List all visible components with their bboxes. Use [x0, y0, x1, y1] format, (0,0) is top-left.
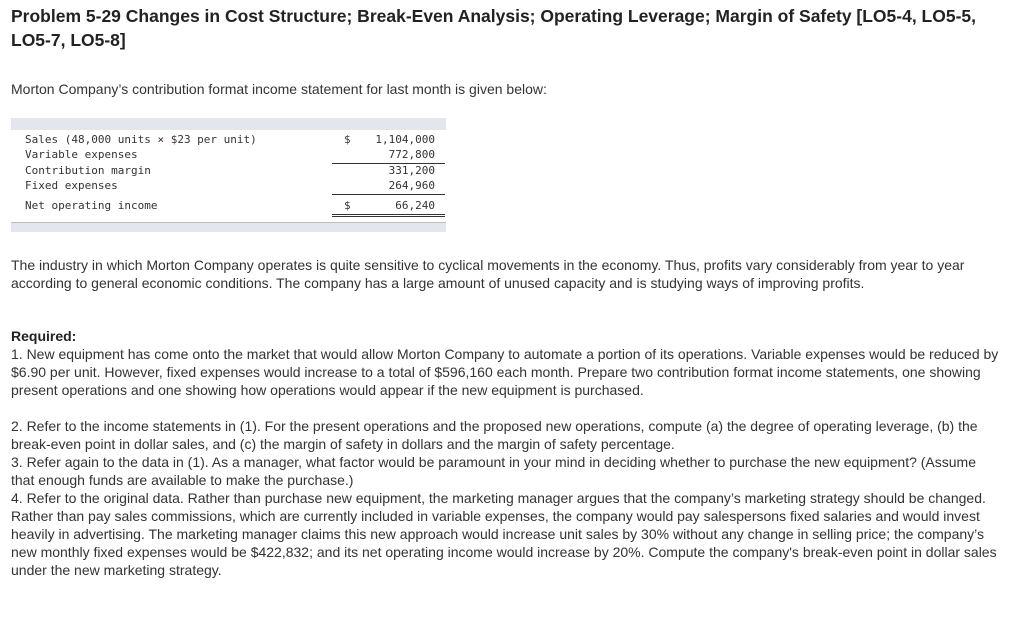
- row-label: Variable expenses: [25, 148, 138, 161]
- table-footer-bar: [11, 222, 446, 232]
- required-item-1: 1. New equipment has come onto the market that would allow Morton Company to automate a portion of its operations. Variable expenses would be reduced by $6.90 per unit. However, fixed expenses would increase to a total of $596,160 each month. Prepare two contribution format income statements, one showing present operations and one showing how operations would appear if the new equipment is purchased.: [11, 346, 999, 398]
- row-label: Net operating income: [25, 199, 158, 212]
- required-item-4: 4. Refer to the original data. Rather than purchase new equipment, the marketing manager argues that the company’s marketing strategy should be changed. Rather than pay sales commissions, which are currently included in variable expenses, the company would pay salespersons fixed salaries and would invest heavily in advertising. The marketing manager claims this new approach would increase unit sales by 30% without any change in selling price; the company’s new monthly fixed expenses would be $422,832; and its net operating income would increase by 20%. Compute the company's break-even point in dollar sales under the new marketing strategy.: [11, 490, 997, 578]
- statement-row-net-operating-income: [11, 198, 446, 213]
- row-amount: 331,200: [388, 164, 435, 177]
- row-label: Contribution margin: [25, 164, 151, 177]
- required-heading: Required:: [11, 328, 77, 344]
- table-header-bar: [11, 118, 446, 130]
- row-amount: 264,960: [388, 179, 435, 192]
- row-dollar-sign: $: [344, 133, 351, 146]
- statement-row-variable-expenses: [11, 147, 446, 162]
- statement-row-contribution-margin: [11, 163, 446, 178]
- row-amount: 66,240: [395, 199, 435, 212]
- row-label: Sales (48,000 units × $23 per unit): [25, 133, 257, 146]
- row-amount: 772,800: [388, 148, 435, 161]
- required-item-2: 2. Refer to the income statements in (1). For the present operations and the proposed new operations, compute (a) the degree of operating leverage, (b) the break-even point in dollar sales, and (c) the margin of safety in dollars and the margin of safety percentage.: [11, 418, 978, 452]
- row-label: Fixed expenses: [25, 179, 118, 192]
- subtotal-rule: [332, 194, 445, 195]
- problem-title: Problem 5-29 Changes in Cost Structure; Break-Even Analysis; Operating Leverage; Margin of Safety [LO5-4, LO5-5, LO5-7, LO5-8]: [11, 6, 977, 50]
- income-statement-table: [11, 118, 446, 231]
- total-double-rule-top: [332, 214, 445, 215]
- row-dollar-sign: $: [344, 199, 351, 212]
- statement-row-fixed-expenses: [11, 178, 446, 193]
- industry-paragraph: The industry in which Morton Company operates is quite sensitive to cyclical movements in the economy. Thus, profits vary considerably from year to year according to general economic conditions. The company has a large amount of unused capacity and is studying ways of improving profits.: [11, 257, 965, 291]
- total-double-rule-bottom: [332, 216, 445, 217]
- row-amount: 1,104,000: [375, 133, 435, 146]
- statement-row-sales: [11, 132, 446, 147]
- required-item-3: 3. Refer again to the data in (1). As a manager, what factor would be paramount in your mind in deciding whether to purchase the new equipment? (Assume that enough funds are available to make the purchase.): [11, 454, 977, 488]
- intro-text: Morton Company’s contribution format income statement for last month is given below:: [11, 81, 547, 97]
